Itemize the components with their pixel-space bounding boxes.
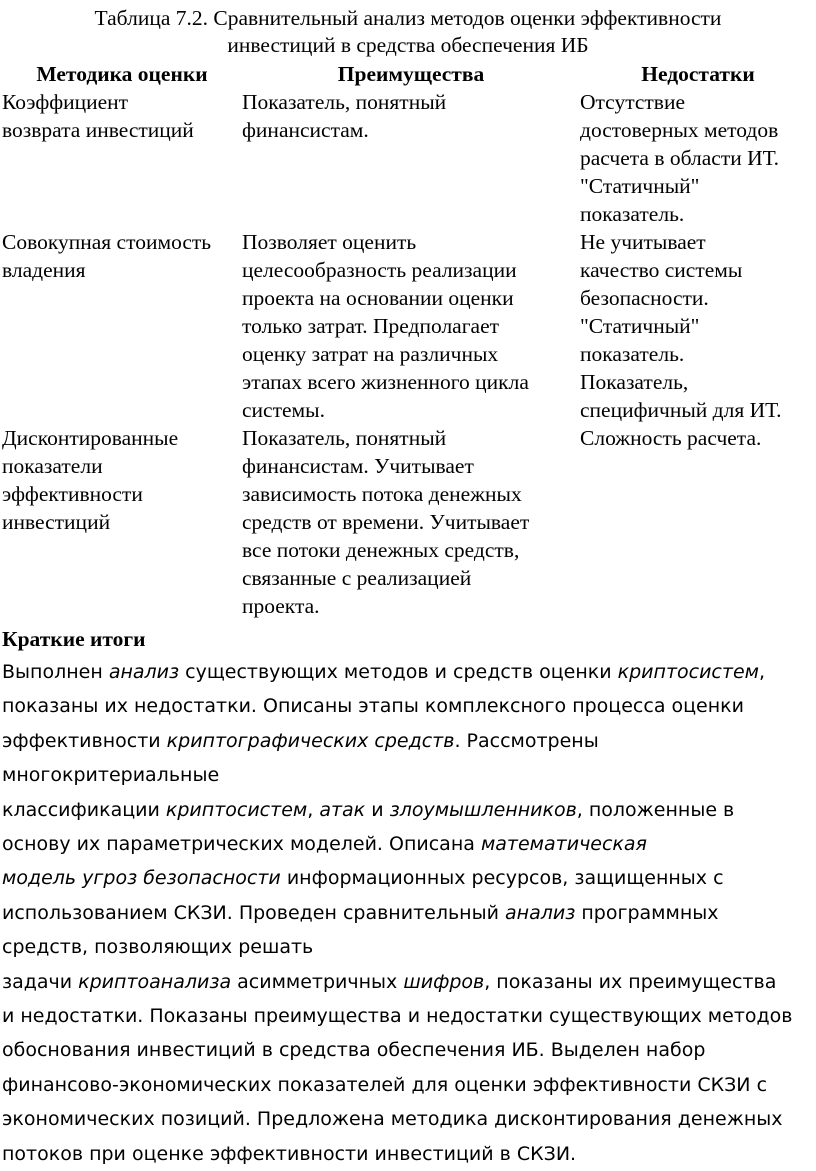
text-segment: информационных ресурсов, защищенных с: [280, 867, 724, 890]
header-method: Методика оценки: [36, 62, 208, 86]
text-segment: эффективности: [2, 729, 167, 752]
table-caption: [0, 5, 816, 59]
text-segment: классификации: [2, 798, 166, 821]
text-segment: средств, позволяющих решать: [2, 936, 314, 959]
italic-term: атак: [319, 798, 366, 821]
summary-line: [2, 896, 814, 930]
text-segment: ,: [307, 798, 320, 821]
text-segment: ,: [758, 661, 766, 683]
summary-line: [2, 793, 814, 827]
cell-line: все потоки денежных средств,: [242, 538, 520, 562]
text-segment: и недостатки. Показаны преимущества и недостатки существующих методов: [2, 1005, 793, 1028]
summary-line: [2, 1068, 814, 1102]
cell-line: показатель.: [580, 202, 685, 226]
cell-line: зависимость потока денежных: [242, 482, 522, 506]
text-segment: , показаны их преимущества: [484, 970, 777, 993]
summary-section: [2, 625, 814, 1171]
caption-line-1: Таблица 7.2. Сравнительный анализ методов оценки эффективности: [94, 6, 722, 30]
text-segment: финансово-экономических показателей для оценки эффективности СКЗИ с: [2, 1073, 768, 1096]
summary-line: [2, 689, 814, 723]
cell-line: Позволяет оценить: [242, 230, 417, 254]
cell-line: владения: [2, 258, 86, 282]
cell-line: целесообразность реализации: [242, 258, 517, 282]
italic-term: модель угроз безопасности: [2, 867, 281, 890]
text-segment: программных: [575, 901, 719, 924]
text-segment: многокритериальные: [2, 764, 220, 787]
cell-line: инвестиций: [2, 510, 111, 534]
text-segment: задачи: [2, 970, 79, 993]
cell-advantages: [242, 424, 580, 620]
text-segment: обоснования инвестиций в средства обеспечения ИБ. Выделен набор: [2, 1039, 706, 1062]
cell-line: Отсутствие: [580, 90, 685, 114]
summary-line: [2, 758, 814, 792]
summary-line: [2, 965, 814, 999]
italic-term: криптографических средств: [166, 729, 455, 752]
summary-line: [2, 655, 814, 689]
text-segment: использованием СКЗИ. Проведен сравнительный: [2, 901, 505, 924]
table-row: [2, 424, 816, 620]
italic-term: шифров: [403, 970, 485, 993]
cell-line: связанные с реализацией: [242, 566, 472, 590]
cell-line: финансистам. Учитывает: [242, 454, 474, 478]
table-row: [2, 228, 816, 424]
summary-line: [2, 1102, 814, 1136]
cell-disadvantages: [580, 424, 816, 620]
cell-line: специфичный для ИТ.: [580, 398, 782, 422]
cell-line: средств от времени. Учитывает: [242, 510, 530, 534]
header-disadvantages: Недостатки: [641, 62, 755, 86]
cell-line: проекта на основании оценки: [242, 286, 514, 310]
summary-line: [2, 1137, 814, 1171]
cell-method: [2, 88, 242, 228]
caption-line-2: инвестиций в средства обеспечения ИБ: [227, 33, 589, 57]
text-segment: потоков при оценке эффективности инвестиций в СКЗИ.: [2, 1142, 577, 1165]
cell-advantages: [242, 88, 580, 228]
text-segment: . Рассмотрены: [454, 729, 599, 752]
summary-line: [2, 930, 814, 964]
cell-advantages: [242, 228, 580, 424]
table-row: [2, 88, 816, 228]
cell-line: расчета в области ИТ.: [580, 146, 779, 170]
text-segment: , положенные в: [576, 798, 735, 821]
text-segment: экономических позиций. Предложена методика дисконтирования денежных: [2, 1108, 783, 1131]
cell-line: "Статичный": [580, 314, 700, 338]
cell-line: финансистам.: [242, 118, 369, 142]
italic-term: злоумышленников: [389, 798, 577, 821]
cell-line: безопасности.: [580, 286, 709, 310]
cell-disadvantages: [580, 88, 816, 228]
italic-term: анализ: [108, 661, 180, 683]
cell-line: Не учитывает: [580, 230, 706, 254]
summary-line: [2, 999, 814, 1033]
cell-line: "Статичный": [580, 174, 700, 198]
table-header-row: [2, 60, 816, 88]
cell-line: качество системы: [580, 258, 743, 282]
cell-line: показатели: [2, 454, 103, 478]
italic-term: криптоанализа: [78, 970, 232, 993]
text-segment: основу их параметрических моделей. Описана: [2, 833, 481, 856]
cell-line: этапах всего жизненного цикла: [242, 370, 529, 394]
cell-line: только затрат. Предполагает: [242, 314, 500, 338]
cell-line: показатель.: [580, 342, 685, 366]
table-body: [2, 88, 816, 620]
italic-term: анализ: [505, 901, 576, 924]
cell-line: проекта.: [242, 594, 320, 618]
cell-disadvantages: [580, 228, 816, 424]
italic-term: криптосистем: [617, 661, 759, 683]
cell-line: Дисконтированные: [2, 426, 179, 450]
italic-term: криптосистем: [165, 798, 308, 821]
summary-line: [2, 724, 814, 758]
summary-line: [2, 827, 814, 861]
header-advantages: Преимущества: [337, 62, 485, 86]
text-segment: и: [365, 798, 390, 821]
cell-line: возврата инвестиций: [2, 118, 194, 142]
text-segment: Выполнен: [2, 661, 109, 683]
summary-heading: Краткие итоги: [2, 627, 146, 651]
text-segment: асимметричных: [231, 970, 404, 993]
text-segment: показаны их недостатки. Описаны этапы комплексного процесса оценки: [2, 695, 744, 718]
cell-line: Коэффициент: [2, 90, 129, 114]
cell-method: [2, 424, 242, 620]
cell-line: оценку затрат на различных: [242, 342, 499, 366]
cell-line: достоверных методов: [580, 118, 779, 142]
cell-line: Показатель, понятный: [242, 90, 447, 114]
cell-line: эффективности: [2, 482, 143, 506]
comparison-table: [2, 60, 816, 620]
cell-line: Показатель,: [580, 370, 689, 394]
cell-line: Совокупная стоимость: [2, 230, 212, 254]
text-segment: существующих методов и средств оценки: [179, 661, 618, 683]
italic-term: математическая: [480, 833, 647, 856]
cell-line: Сложность расчета.: [580, 426, 762, 450]
summary-text: [2, 655, 814, 1171]
cell-line: Показатель, понятный: [242, 426, 447, 450]
cell-method: [2, 228, 242, 424]
summary-line: [2, 861, 814, 895]
summary-line: [2, 1033, 814, 1067]
cell-line: системы.: [242, 398, 325, 422]
